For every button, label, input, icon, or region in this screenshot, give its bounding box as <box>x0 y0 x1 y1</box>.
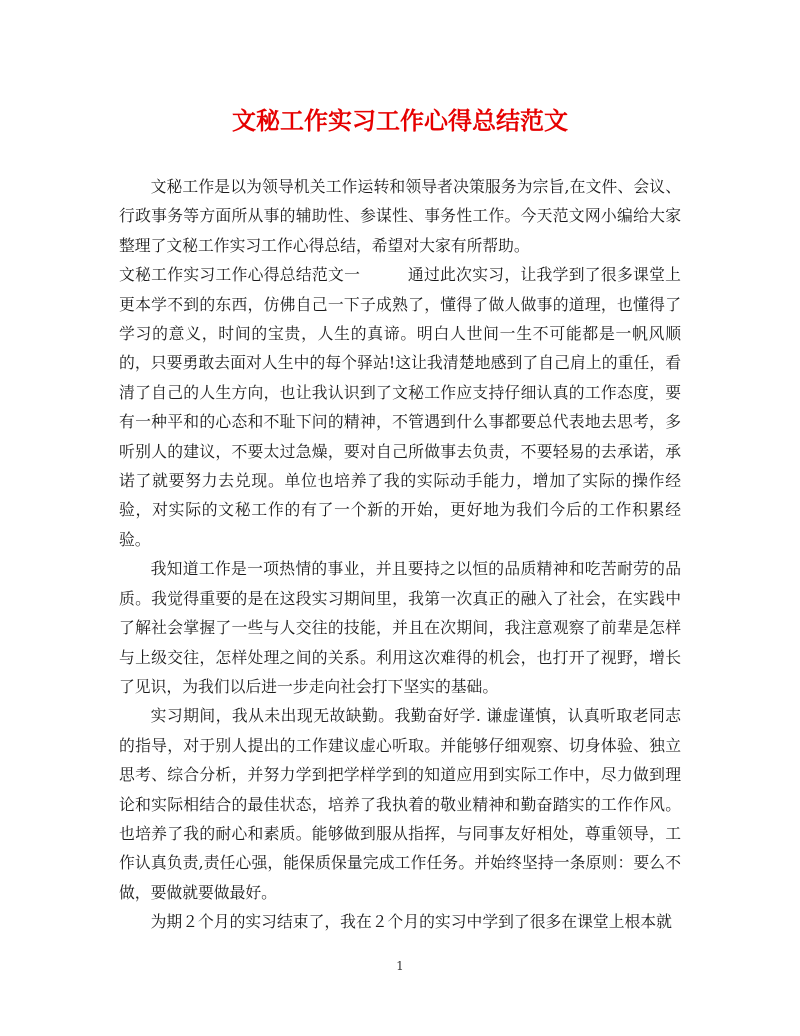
body-paragraph-5: 为期２个月的实习结束了，我在２个月的实习中学到了很多在课堂上根本就 <box>150 912 672 932</box>
body-paragraph-4: 实习期间，我从未出现无故缺勤。我勤奋好学. 谦虚谨慎，认真听取老同志的指导，对于别人提出的工作建议虚心听取。并能够仔细观察、切身体验、独立思考、综合分析，并努力学到把学样学到的知道应用到实际工作中，尽力做到理论和实际相结合的最佳状态，培养了我执着的敬业精神和勤奋踏实的工作作风。也培养了我的耐心和素质。能够做到服从指挥，与同事友好相处，尊重领导，工作认真负责,责任心强，能保质保量完成工作任务。并始终坚持一条原则：要么不做，要做就要做最好。 <box>119 706 681 902</box>
section-body: 通过此次实习，让我学到了很多课堂上更本学不到的东西，仿佛自己一下子成熟了，懂得了做人做事的道理，也懂得了学习的意义，时间的宝贵，人生的真谛。明白人世间一生不可能都是一帆风顺的，只要勇敢去面对人生中的每个驿站!这让我清楚地感到了自己肩上的重任，看清了自己的人生方向，也让我认识到了文秘工作应支持仔细认真的工作态度，要有一种平和的心态和不耻下问的精神，不管遇到什么事都要总代表地去思考，多听别人的建议，不要太过急燥，要对自己所做事去负责，不要轻易的去承诺，承诺了就要努力去兑现。单位也培养了我的实际动手能力，增加了实际的操作经验，对实际的文秘工作的有了一个新的开始，更好地为我们今后的工作积累经验。 <box>119 265 681 549</box>
page-number: 1 <box>396 959 404 973</box>
intro-paragraph: 文秘工作是以为领导机关工作运转和领导者决策服务为宗旨,在文件、会议、行政事务等方面所从事的辅助性、参谋性、事务性工作。今天范文网小编给大家整理了文秘工作实习工作心得总结，希望对大家有所帮助。 <box>119 177 681 255</box>
document-title: 文秘工作实习工作心得总结范文 <box>232 107 568 135</box>
document-body <box>119 172 681 937</box>
section-paragraph <box>119 260 681 554</box>
section-heading: 文秘工作实习工作心得总结范文一 <box>119 265 361 285</box>
body-paragraph-3: 我知道工作是一项热情的事业，并且要持之以恒的品质精神和吃苦耐劳的品质。我觉得重要的是在这段实习期间里，我第一次真正的融入了社会，在实践中了解社会掌握了一些与人交往的技能，并且在次期间，我注意观察了前辈是怎样与上级交往，怎样处理之间的关系。利用这次难得的机会，也打开了视野，增长了见识，为我们以后进一步走向社会打下坚实的基础。 <box>119 559 681 696</box>
